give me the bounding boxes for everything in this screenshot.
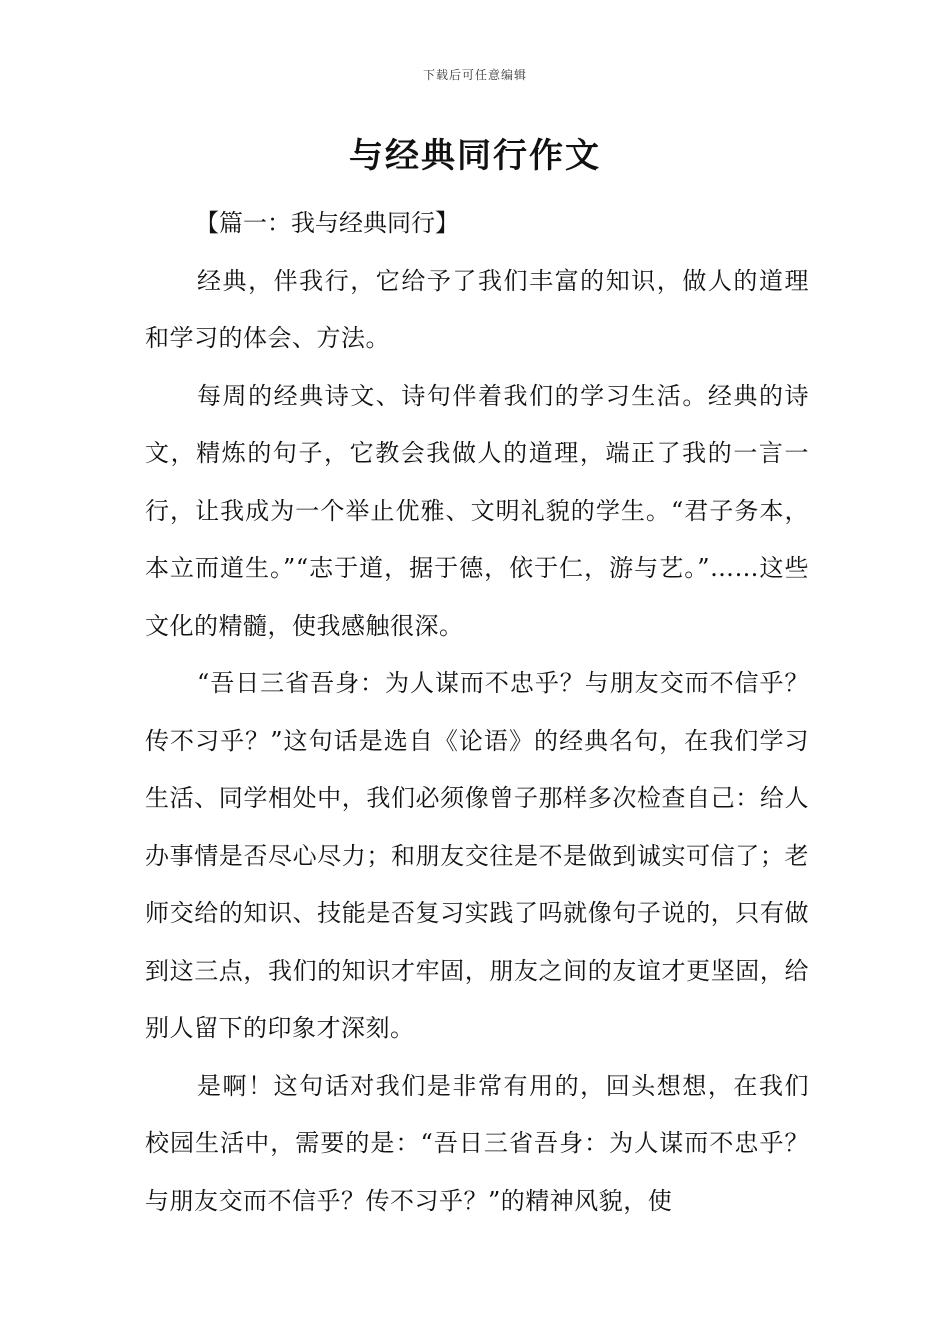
paragraph-1: 经典，伴我行，它给予了我们丰富的知识，做人的道理和学习的体会、方法。 xyxy=(145,266,809,352)
document-body xyxy=(145,195,809,1230)
section-heading: 【篇一：我与经典同行】 xyxy=(195,209,459,237)
paragraph-2: 每周的经典诗文、诗句伴着我们的学习生活。经典的诗文，精炼的句子，它教会我做人的道理，端正了我的一言一行，让我成为一个举止优雅、文明礼貌的学生。“君子务本，本立而道生。”“志于道，据于德，依于仁，游与艺。”……这些文化的精髓，使我感触很深。 xyxy=(145,381,809,640)
document-title: 与经典同行作文 xyxy=(349,136,601,176)
header-note: 下载后可任意编辑 xyxy=(422,68,527,82)
paragraph-4: 是啊！这句话对我们是非常有用的，回头想想，在我们校园生活中，需要的是：“吾日三省吾身：为人谋而不忠乎？与朋友交而不信乎？传不习乎？”的精神风貌，使 xyxy=(145,1071,809,1215)
paragraph-3: “吾日三省吾身：为人谋而不忠乎？与朋友交而不信乎？传不习乎？”这句话是选自《论语》的经典名句，在我们学习生活、同学相处中，我们必须像曾子那样多次检查自己：给人办事情是否尽心尽力；和朋友交往是不是做到诚实可信了；老师交给的知识、技能是否复习实践了吗就像句子说的，只有做到这三点，我们的知识才牢固，朋友之间的友谊才更坚固，给别人留下的印象才深刻。 xyxy=(145,669,809,1042)
